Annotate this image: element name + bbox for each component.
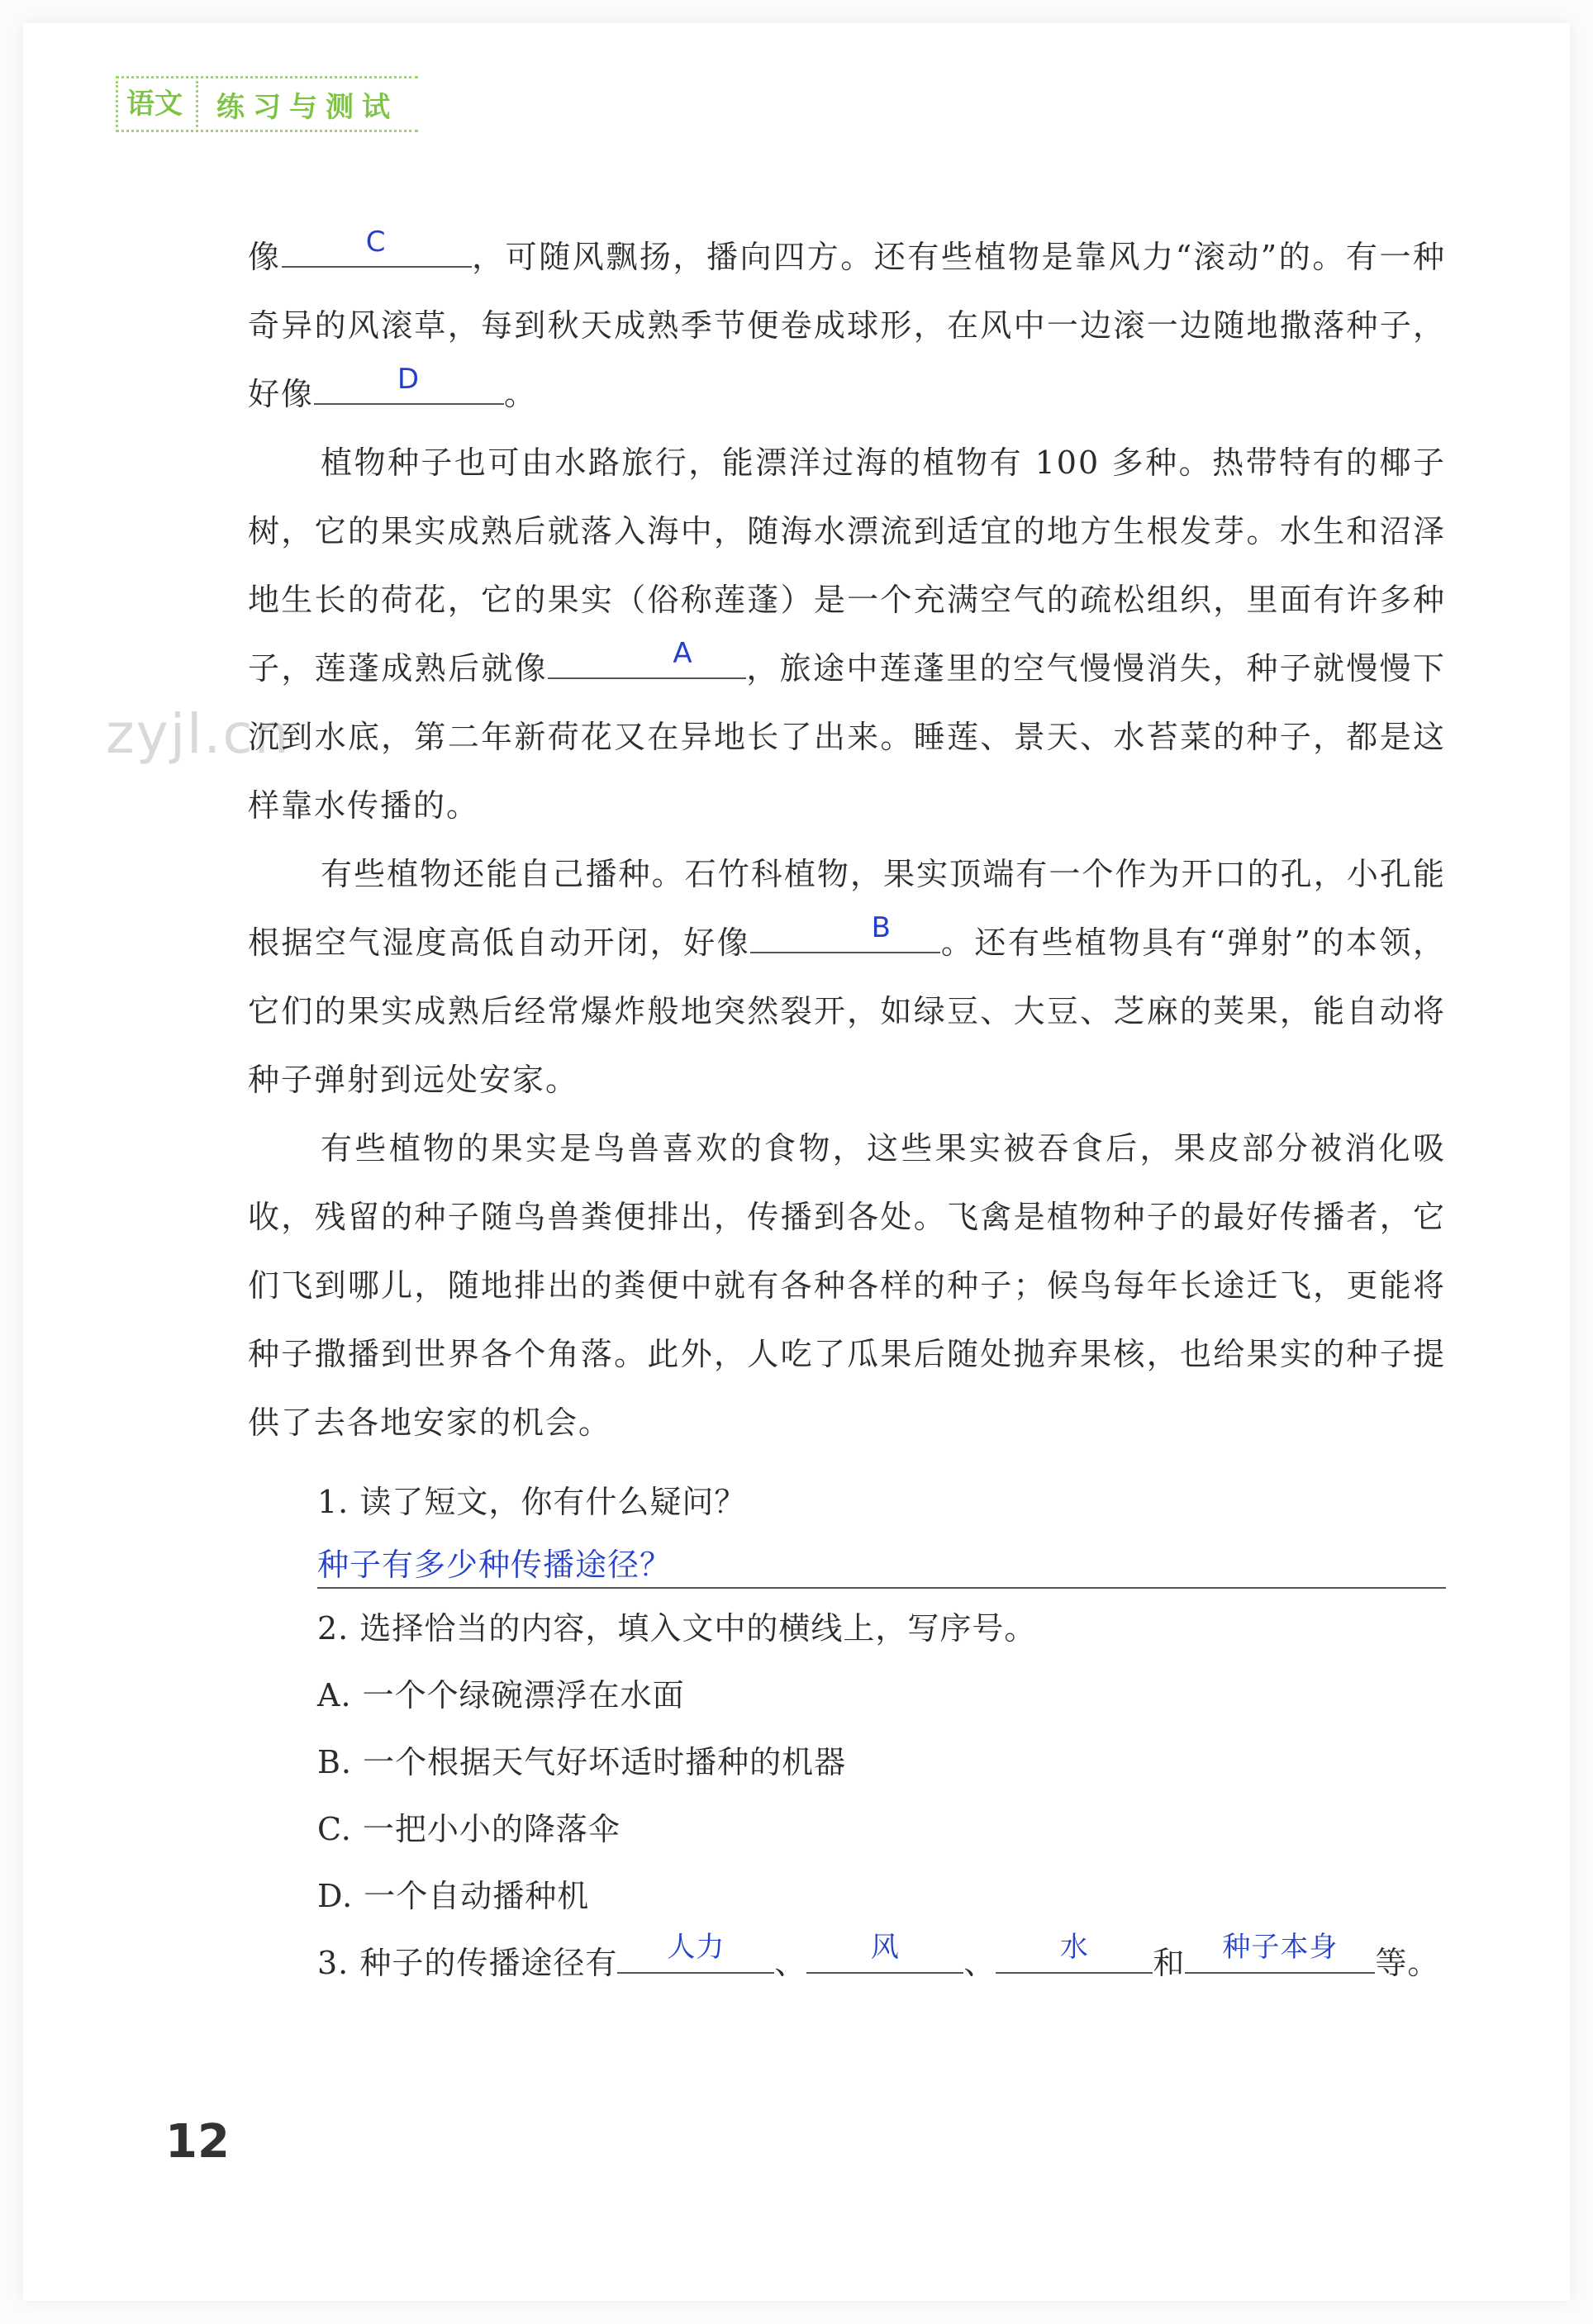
question-2: 2. 选择恰当的内容，填入文中的横线上，写序号。 (317, 1610, 1037, 1647)
text-span: ，旅途中莲蓬里的空气慢慢消失，种子就慢慢下沉到水底，第二年新荷花又在异地长了出来。睡莲、景天、水苔菜的种子，都是这样靠水传播的。 (248, 650, 1446, 824)
q3-blank-2 (806, 1931, 963, 1974)
text-span: 像 (248, 239, 282, 275)
question-1: 1. 读了短文，你有什么疑问？ (317, 1484, 747, 1520)
option-b: B. 一个根据天气好坏适时播种的机器 (317, 1744, 847, 1780)
main-content (248, 223, 1446, 1997)
option-c: C. 一把小小的降落伞 (317, 1811, 621, 1847)
answer-blank-4 (750, 911, 940, 953)
q3-answer-4: 种子本身 (1222, 1931, 1339, 1964)
answer-blank-2 (314, 363, 504, 405)
text-span: 。 (504, 376, 538, 412)
answer-d: D (397, 363, 421, 396)
question-1-answer: 种子有多少种传播途径？ (317, 1547, 673, 1583)
q3-answer-2: 风 (870, 1931, 900, 1964)
option-a: A. 一个个绿碗漂浮在水面 (317, 1677, 685, 1713)
question-1-answer-line (317, 1536, 1446, 1589)
text-span: 有些植物还能自己播种。石竹科植物，果实顶端有一个作为开口的孔，小孔能根据空气湿度高低自动开闭，好像 (248, 856, 1446, 961)
watermark: zyjl.cn (106, 702, 291, 766)
answer-a: A (673, 637, 694, 670)
q3-blank-3 (996, 1931, 1153, 1974)
answer-c: C (365, 226, 388, 259)
q3-answer-1: 人力 (667, 1931, 725, 1964)
passage-paragraph-1 (248, 223, 1446, 429)
q3-blank-4 (1185, 1931, 1375, 1974)
passage-paragraph-2 (248, 429, 1446, 840)
answer-b: B (871, 911, 892, 944)
passage-paragraph-4: 有些植物的果实是鸟兽喜欢的食物，这些果实被吞食后，果皮部分被消化吸收，残留的种子随鸟兽粪便排出，传播到各处。飞禽是植物种子的最好传播者，它们飞到哪儿，随地排出的粪便中就有各种各样的种子；候鸟每年长途迁飞，更能将种子撒播到世界各个角落。此外，人吃了瓜果后随处抛弃果核，也给果实的种子提供了去各地安家的机会。 (248, 1130, 1446, 1441)
subject-tag: 语文 (116, 81, 198, 127)
q3-blank-1 (617, 1931, 774, 1974)
question-3 (317, 1930, 1446, 1997)
separator: 、 (774, 1945, 807, 1981)
answer-blank-3 (548, 637, 746, 679)
text-span: 。还有些植物具有“弹射”的本领，它们的果实成熟后经常爆炸般地突然裂开，如绿豆、大豆、芝麻的荚果，能自动将种子弹射到远处安家。 (248, 924, 1446, 1098)
question-3-prefix: 3. 种子的传播途径有 (317, 1945, 618, 1981)
question-3-suffix: 等。 (1375, 1945, 1440, 1981)
text-span: 植物种子也可由水路旅行，能漂洋过海的植物有 100 多种。热带特有的椰子树，它的果实成熟后就落入海中，随海水漂流到适宜的地方生根发芽。水生和沼泽地生长的荷花，它的果实（俗称莲蓬）是一个充满空气的疏松组织，里面有许多种子，莲蓬成熟后就像 (248, 444, 1446, 687)
option-d: D. 一个自动播种机 (317, 1878, 590, 1914)
passage-paragraph-3 (248, 840, 1446, 1114)
conjunction: 和 (1153, 1945, 1186, 1981)
separator: 、 (963, 1945, 996, 1981)
q3-answer-3: 水 (1059, 1931, 1089, 1964)
page-number: 12 (165, 2115, 230, 2169)
page-header (116, 76, 418, 132)
text-span: ，可随风飘扬，播向四方。还有些植物是靠风力“滚动”的。有一种奇异的风滚草，每到秋天成熟季节便卷成球形，在风中一边滚一边随地撒落种子，好像 (248, 239, 1446, 412)
answer-blank-1 (282, 226, 472, 268)
book-title: 练习与测试 (216, 90, 398, 124)
